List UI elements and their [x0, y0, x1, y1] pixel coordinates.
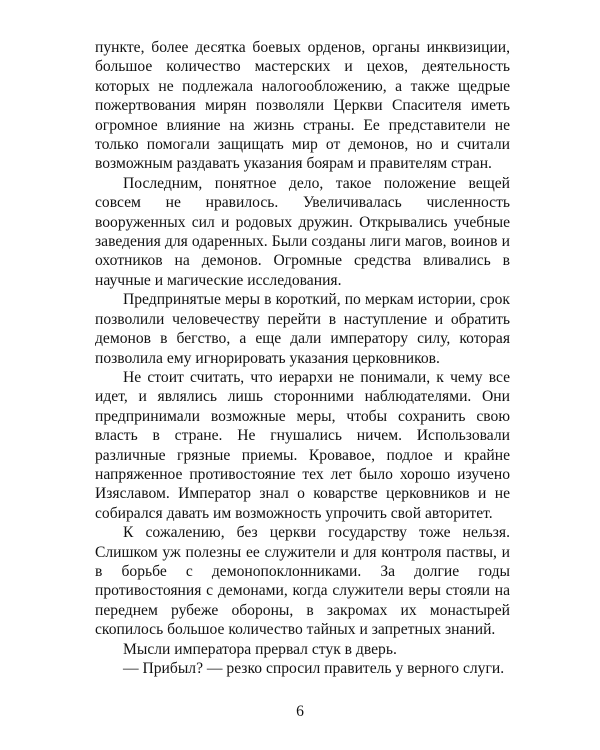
paragraph: Последним, понятное дело, такое положение вещей совсем не нравилось. Увеличивалась численность вооруженных сил и родовых дружин. Открывались учебные заведения для одаренных. Были созданы лиги магов, воинов и охотников на демонов. Огромные средства вливались в научные и магические исследования.	[95, 174, 510, 289]
paragraph-dialogue: — Прибыл? — резко спросил правитель у верного слуги.	[123, 660, 505, 677]
paragraph: Не стоит считать, что иерархи не понимали, к чему все идет, и являлись лишь сторонними наблюдателями. Они предпринимали возможные меры, чтобы сохранить свою власть в стране. Не гнушались ничем. Использовали различные грязные приемы. Кровавое, подлое и крайне напряженное противостояние тех лет было хорошо изучено Изяславом. Император знал о коварстве церковников и не собирался давать им возможность упрочить свой авторитет.	[95, 368, 510, 522]
paragraph: К сожалению, без церкви государству тоже нельзя. Слишком уж полезны ее служители и для контроля паствы, и в борьбе с демонопоклонниками. За долгие годы противостояния с демонами, когда служители веры стояли на переднем рубеже обороны, в закромах их монастырей скопилось большое количество тайных и запретных знаний.	[95, 524, 510, 639]
paragraph-continuation: пункте, более десятка боевых орденов, органы инквизиции, большое количество мастерских и цехов, деятельность которых не подлежала налогообложению, а также щедрые пожертвования мирян позволяли Церкви Спасителя иметь огромное влияние на жизнь страны. Ее представители не только помогали защищать мир от демонов, но и считали возможным раздавать указания боярам и правителям стран.	[95, 39, 510, 173]
paragraph: Мысли императора прервал стук в дверь.	[123, 640, 397, 658]
paragraph: Предпринятые меры в короткий, по меркам истории, срок позволили человечеству перейти в наступление и обратить демонов в бегство, а еще дали императору силу, которая позволила ему игнорировать указания церковников.	[95, 291, 510, 367]
page-number: 6	[296, 703, 304, 720]
text-column	[95, 38, 510, 678]
